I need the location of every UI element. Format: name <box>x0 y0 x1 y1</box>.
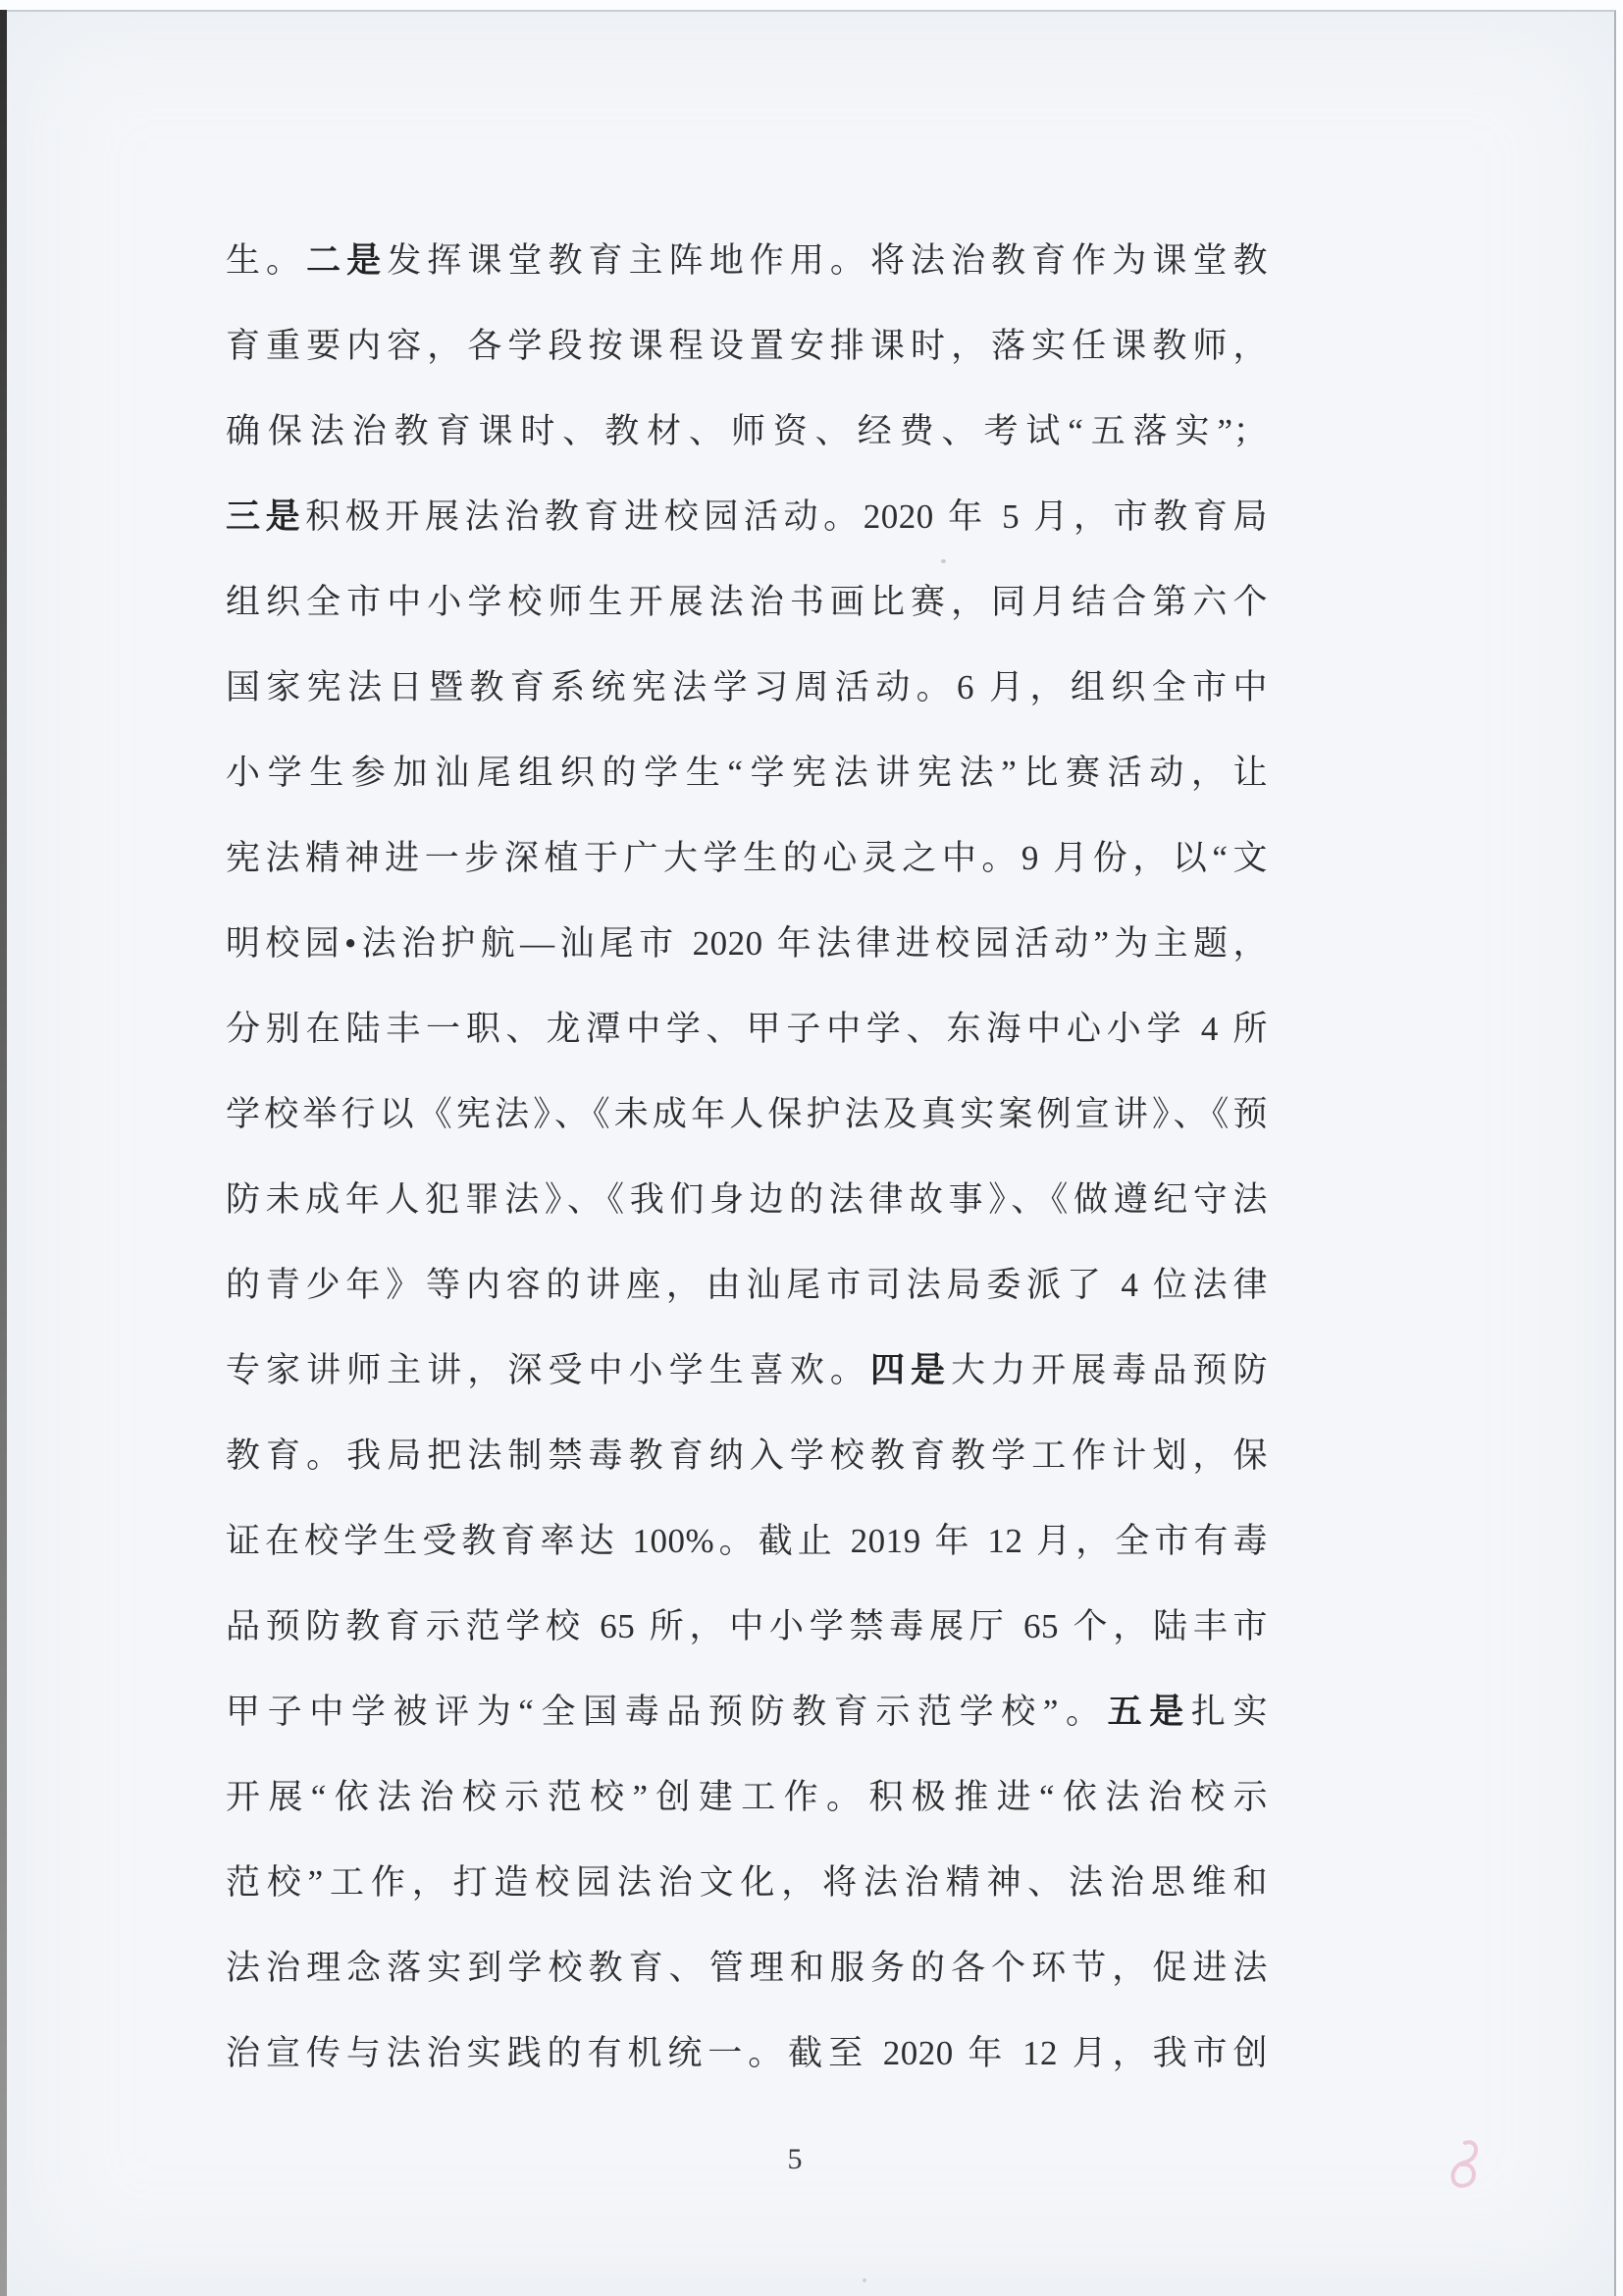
bold-run: 三是 <box>226 497 306 536</box>
text-line <box>226 474 1268 559</box>
text-run: 积极开展法治教育进校园活动。2020 年 5 月，市教育局 <box>305 497 1268 536</box>
text-run: 育重要内容，各学段按课程设置安排课时，落实任课教师， <box>226 327 1268 365</box>
text-run: 小学生参加汕尾组织的学生“学宪法讲宪法”比赛活动，让 <box>226 754 1268 792</box>
text-run: 防未成年人犯罪法》、《我们身边的法律故事》、《做遵纪守法 <box>226 1180 1268 1219</box>
text-line <box>226 901 1268 986</box>
text-run: 组织全市中小学校师生开展法治书画比赛，同月结合第六个 <box>226 583 1268 621</box>
text-run: 扎实 <box>1190 1693 1268 1731</box>
text-line <box>226 986 1268 1071</box>
text-line <box>226 1157 1268 1242</box>
text-run: 学校举行以《宪法》、《未成年人保护法及真实案例宣讲》、《预 <box>226 1095 1268 1133</box>
text-line <box>226 303 1268 389</box>
bold-run: 四是 <box>869 1351 952 1389</box>
bold-run: 五是 <box>1107 1693 1191 1731</box>
text-line <box>226 1498 1268 1584</box>
text-line <box>226 1242 1268 1328</box>
text-line <box>226 218 1268 303</box>
document-body <box>226 218 1268 2096</box>
text-line <box>226 1071 1268 1157</box>
text-run: 教育。我局把法制禁毒教育纳入学校教育教学工作计划，保 <box>226 1436 1268 1475</box>
text-run: 国家宪法日暨教育系统宪法学习周活动。6 月，组织全市中 <box>226 668 1268 706</box>
pink-pen-mark-icon <box>1444 2137 1484 2204</box>
text-line <box>226 2010 1268 2096</box>
text-line <box>226 1925 1268 2010</box>
text-line <box>226 389 1268 474</box>
text-line <box>226 730 1268 815</box>
text-line <box>226 815 1268 901</box>
text-line <box>226 559 1268 645</box>
bold-run: 二是 <box>306 241 388 280</box>
text-run: 明校园•法治护航—汕尾市 2020 年法律进校园活动”为主题， <box>226 924 1268 963</box>
page-number: 5 <box>787 2143 803 2175</box>
text-run: 证在校学生受教育率达 100%。截止 2019 年 12 月，全市有毒 <box>226 1522 1268 1560</box>
scan-edge-left <box>0 10 7 2296</box>
text-run: 发挥课堂教育主阵地作用。将法治教育作为课堂教 <box>387 241 1268 280</box>
text-run: 品预防教育示范学校 65 所，中小学禁毒展厅 65 个，陆丰市 <box>226 1607 1268 1645</box>
text-line <box>226 1413 1268 1498</box>
text-line <box>226 1328 1268 1413</box>
text-run: 专家讲师主讲，深受中小学生喜欢。 <box>226 1351 870 1389</box>
text-line <box>226 645 1268 730</box>
text-line <box>226 1754 1268 1840</box>
text-line <box>226 1669 1268 1754</box>
text-run: 分别在陆丰一职、龙潭中学、甲子中学、东海中心小学 4 所 <box>226 1010 1268 1048</box>
text-run: 法治理念落实到学校教育、管理和服务的各个环节，促进法 <box>226 1949 1268 1987</box>
text-run: 宪法精神进一步深植于广大学生的心灵之中。9 月份，以“文 <box>226 839 1268 877</box>
text-run: 生。 <box>226 241 307 280</box>
text-run: 甲子中学被评为“全国毒品预防教育示范学校”。 <box>226 1693 1108 1731</box>
text-line <box>226 1840 1268 1925</box>
text-run: 大力开展毒品预防 <box>951 1351 1268 1389</box>
text-run: 开展“依法治校示范校”创建工作。积极推进“依法治校示 <box>226 1778 1268 1816</box>
text-run: 范校”工作，打造校园法治文化，将法治精神、法治思维和 <box>226 1863 1268 1902</box>
text-run: 的青少年》等内容的讲座，由汕尾市司法局委派了 4 位法律 <box>226 1266 1268 1304</box>
text-run: 治宣传与法治实践的有机统一。截至 2020 年 12 月，我市创 <box>226 2034 1268 2072</box>
text-run: 确保法治教育课时、教材、师资、经费、考试“五落实”； <box>226 412 1268 450</box>
text-line <box>226 1584 1268 1669</box>
scan-speck <box>863 2278 866 2282</box>
